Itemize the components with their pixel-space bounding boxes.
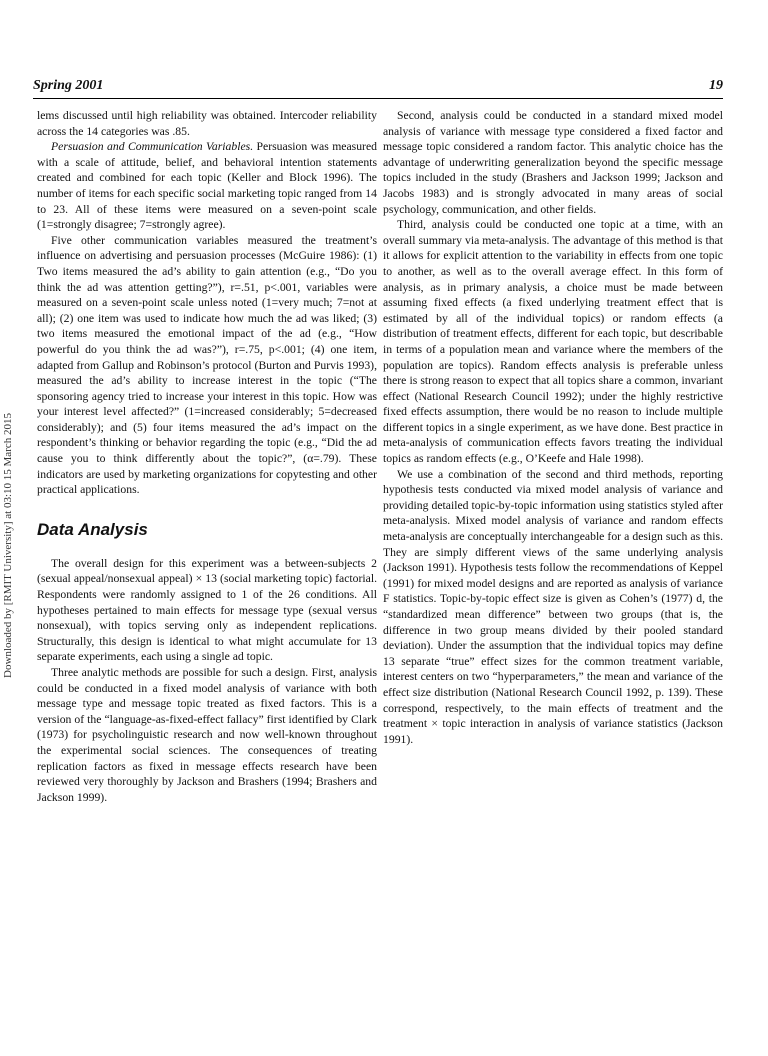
- left-column: [37, 108, 377, 805]
- run-in-heading: Persuasion and Communication Variables.: [51, 140, 254, 154]
- download-watermark: Downloaded by [RMIT University] at 03:10 15 March 2015: [2, 413, 14, 678]
- page-number: 19: [709, 78, 723, 93]
- journal-issue: Spring 2001: [33, 78, 104, 93]
- paragraph: The overall design for this experiment was a between-subjects 2 (sexual appeal/nonsexual appeal) × 13 (social marketing topic) factorial. Respondents were randomly assigned to 1 of the 26 conditions. All hypotheses pertained to main effects for message type (sexual versus nonsexual), with topics serving only as independent replications. Structurally, this design is identical to what might accumulate for 13 separate experiments, each using a single ad topic.: [37, 556, 377, 664]
- right-column: [383, 108, 723, 747]
- section-heading: Data Analysis: [37, 519, 148, 539]
- paragraph: lems discussed until high reliability was obtained. Intercoder reliability across the 14 categories was .85.: [37, 109, 377, 138]
- paragraph: We use a combination of the second and third methods, reporting hypothesis tests conducted via mixed model analysis of variance and providing detailed topic-by-topic information using statistics styled after meta-analysis. Mixed model analysis of variance and random effects meta-analysis are conceptually interchangeable for a design such as this. They are simply different views of the same underlying analysis (Jackson 1991). Hypothesis tests follow the recommendations of Keppel (1991) for mixed model designs and are reported as analysis of variance F statistics. Topic-by-topic effect size is given as Cohen’s (1977) d, the “standardized mean difference” between two groups (that is, the difference in two group means divided by their pooled standard deviation). Under the assumption that the individual topics may define 13 separate “true” effect sizes for the common treatment variable, interest centers on two “hyperparameters,” the mean and variance of the effect size distribution (National Research Council 1992, p. 139). These correspond, respectively, to the main effects of treatment and the treatment × topic interaction in analysis of variance statistics (Jackson 1991).: [383, 467, 723, 746]
- running-header: [33, 78, 723, 99]
- paragraph: [37, 139, 377, 233]
- paragraph: Third, analysis could be conducted one topic at a time, with an overall summary via meta-analysis. The advantage of this method is that it allows for explicit attention to the variability in effects from one topic to another, as well as to the overall average effect. In this form of analysis, as in primary analysis, a choice must be made between assuming fixed effects (a fixed underlying treatment effect that is estimated by all of the individual topics) or random effects (a distribution of treatment effects, different for each topic, but describable in terms of a population mean and variance where the members of the population are topics). Random effects analysis is preferable unless there is strong reason to expect that all topics share a common, invariant effect (National Research Council 1992); under the highly restrictive fixed effects assumption, there would be no reason to include multiple different topics in a single experiment, as we have done. Best practice in meta-analysis of communication effects favors treating the individual topics as random effects (e.g., O’Keefe and Hale 1998).: [383, 218, 723, 466]
- paragraph: Five other communication variables measured the treatment’s influence on advertising and persuasion processes (McGuire 1986): (1) Two items measured the ad’s ability to gain attention (e.g., “Do you think the ad was attention getting?”), r=.51, p<.001, variables were measured on a seven-point scale unless noted (1=very much; 7=not at all); (2) one item was used to indicate how much the ad was liked; (3) two items measured the emotional impact of the ad (e.g., “How powerful do you think the ad was?”), r=.75, p<.001; (4) one item, adapted from Gallup and Robinson’s protocol (Burton and Purvis 1993), measured the ad’s ability to increase interest in the topic (“The sponsoring agency tried to increase your interest in this topic. How was your interest level affected?” (1=increased considerably; 5=decreased considerably); and (5) four items measured the ad’s impact on the respondent’s thinking or behavior regarding the topic (e.g., “Did the ad cause you to think differently about the topic?”, (α=.79). These indicators are used by marketing organizations for copytesting and other practical applications.: [37, 233, 377, 497]
- paragraph: Second, analysis could be conducted in a standard mixed model analysis of variance with message type considered a fixed factor and message topic considered a random factor. This analytic choice has the advantage of underwriting generalization beyond the specific message topics included in the study (Brashers and Jackson 1999; Jackson and Jacobs 1983) and is strongly advocated in many areas of social psychology, communication, and other fields.: [383, 109, 723, 216]
- paragraph-text: Persuasion was measured with a scale of attitude, belief, and behavioral intention statements created and combined for each topic (Keller and Block 1996). The number of items for each specific social marketing topic ranged from 14 to 23. All of these items were measured on a seven-point scale (1=strongly disagree; 7=strongly agree).: [37, 140, 377, 232]
- paragraph: Three analytic methods are possible for such a design. First, analysis could be conducted in a fixed model analysis of variance with both message type and message topic treated as fixed factors. This is a version of the “language-as-fixed-effect fallacy” first identified by Clark (1973) for psycholinguistic research and now well-known throughout the experimental social sciences. The consequences of treating replication factors as fixed in message effects research have been reviewed very thoroughly by Jackson and Brashers (1994; Brashers and Jackson 1999).: [37, 666, 377, 804]
